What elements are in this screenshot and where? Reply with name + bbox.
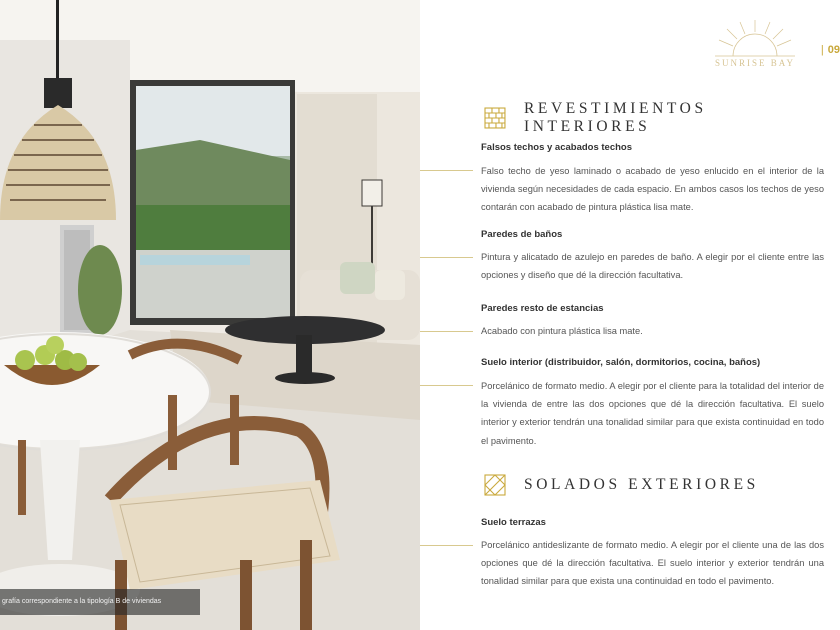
logo-wordmark: SUNRISE BAY — [715, 58, 795, 68]
section-title-revestimientos — [484, 100, 840, 136]
sunrise-bay-logo — [705, 18, 805, 74]
item-text: Falso techo de yeso laminado o acabado de yeso enlucido en el interior de la vivienda según necesidades de cada espacio. En ambos casos los techos de yeso contarán con acabado de pintura plástica lisa mate. — [481, 166, 824, 213]
item-heading: Falsos techos y acabados techos — [481, 142, 633, 153]
section-title-solados — [484, 474, 759, 496]
item-text: Pintura y alicatado de azulejo en paredes de baño. A elegir por el cliente entre las opciones y diseño que dé la dirección facultativa. — [481, 252, 824, 281]
item-heading: Paredes resto de estancias — [481, 303, 604, 314]
page-number — [821, 44, 840, 56]
item-heading: Paredes de baños — [481, 229, 563, 240]
leader-line — [420, 331, 473, 332]
section-heading: REVESTIMIENTOS INTERIORES — [523, 100, 707, 135]
leader-line — [420, 545, 473, 546]
leader-line — [420, 257, 473, 258]
item-text: Porcelánico de formato medio. A elegir por el cliente para la totalidad del interior de la vivienda de entre las dos opciones que dé la dirección facultativa. El suelo interior y exterior tendrán una tonalidad similar para que exista continuidad en todo el pavimento. — [481, 381, 824, 446]
floor-tiles-icon — [484, 474, 506, 496]
page-number-separator: | — [820, 44, 824, 56]
specifications-page — [420, 0, 840, 630]
photo-caption: grafía correspondiente a la tipología B de viviendas — [0, 589, 200, 615]
brick-wall-icon — [484, 107, 506, 129]
leader-line — [420, 385, 473, 386]
page-number-value: 09 — [827, 44, 840, 56]
leader-line — [420, 170, 473, 171]
item-text: Porcelánico antideslizante de formato medio. A elegir por el cliente una de las dos opciones que dé la dirección facultativa. El suelo interior y exterior tendrán una tonalidad similar para que exista una continuidad en todo el pavimento. — [481, 540, 824, 587]
item-heading: Suelo interior (distribuidor, salón, dormitorios, cocina, baños) — [481, 357, 761, 368]
section-heading: SOLADOS EXTERIORES — [524, 476, 759, 493]
item-text: Acabado con pintura plástica lisa mate. — [481, 326, 643, 336]
sunrise-icon — [705, 18, 805, 58]
item-heading: Suelo terrazas — [481, 517, 546, 528]
